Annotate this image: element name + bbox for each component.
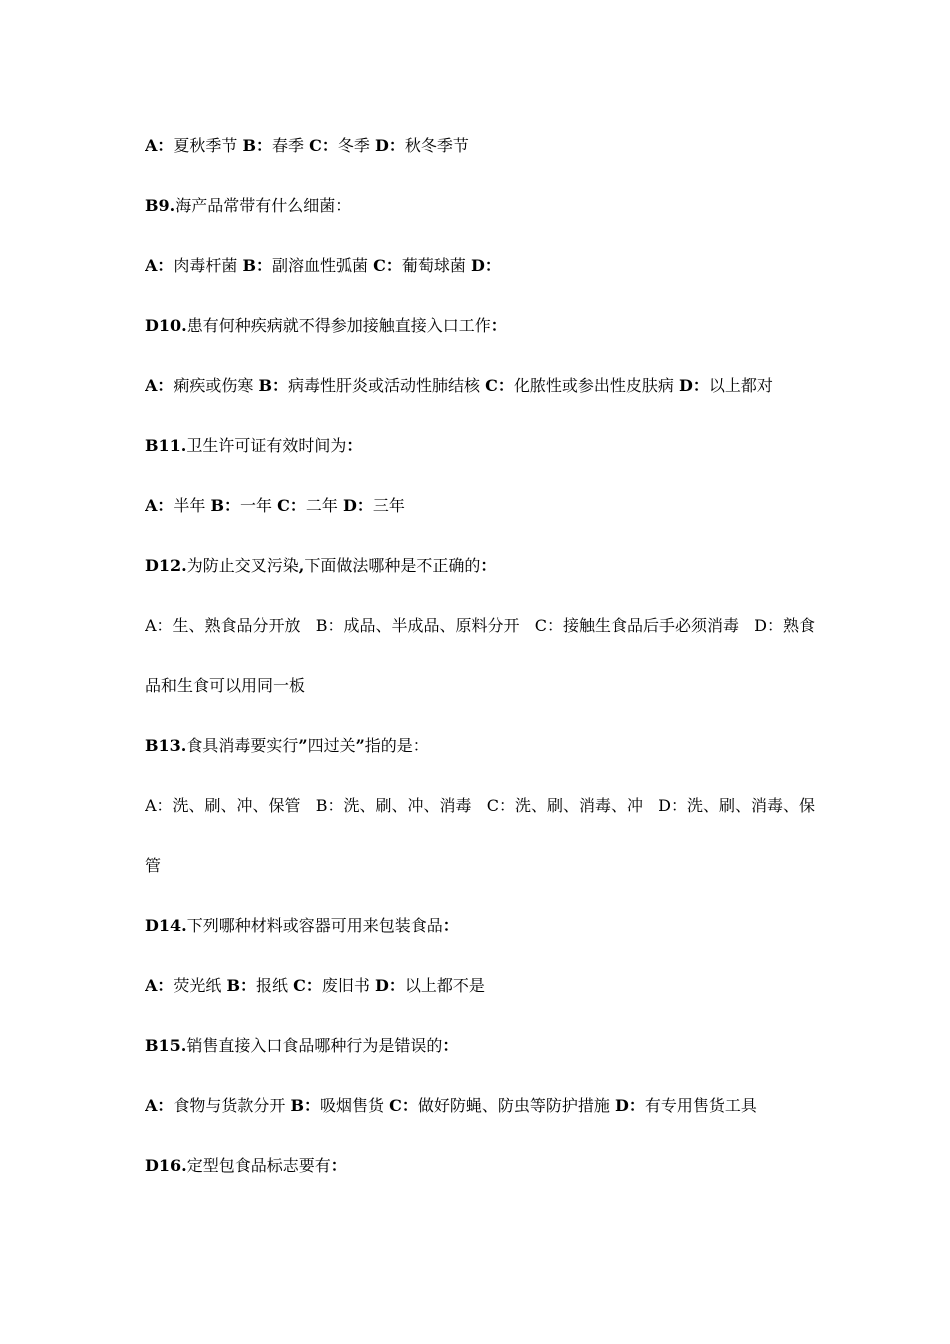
question-text: 食具消毒要实行 — [186, 736, 299, 755]
answer-options-line — [145, 976, 815, 996]
option-text: 一年 — [240, 496, 278, 515]
option-a: A：生、熟食品分开放 — [145, 616, 301, 635]
answer-options-line — [145, 796, 815, 816]
option-c: C：洗、刷、消毒、冲 — [486, 796, 643, 815]
option-label: B： — [290, 1096, 321, 1115]
answer-options-line — [145, 1096, 815, 1116]
option-a: A：洗、刷、冲、保管 — [145, 796, 301, 815]
option-text: 吸烟售货 — [320, 1096, 390, 1115]
option-text: 冬季 — [337, 136, 375, 155]
question-comma: , — [298, 556, 305, 575]
option-text: 副溶血性弧菌 — [272, 256, 374, 275]
question-number: B9. — [145, 196, 176, 215]
question-line — [145, 436, 815, 456]
option-text: 半年 — [173, 496, 211, 515]
question-number: D10. — [145, 316, 187, 335]
question-number: B13. — [145, 736, 187, 755]
option-label: C： — [485, 376, 514, 395]
option-text: 秋冬季节 — [404, 136, 469, 155]
option-label: A： — [145, 376, 174, 395]
question-number: D12. — [145, 556, 187, 575]
option-label: C： — [309, 136, 338, 155]
option-text: 葡萄球菌 — [401, 256, 471, 275]
question-text: 指的是： — [364, 736, 429, 755]
option-label: A： — [145, 496, 174, 515]
option-text: 肉毒杆菌 — [173, 256, 243, 275]
question-number: B11. — [145, 436, 187, 455]
question-colon: ： — [480, 556, 497, 575]
option-label: B： — [258, 376, 289, 395]
question-line — [145, 196, 815, 216]
question-text: 患有何种疾病就不得参加接触直接入口工作 — [186, 316, 491, 335]
question-text: 卫生许可证有效时间为 — [186, 436, 347, 455]
option-text: 春季 — [272, 136, 310, 155]
answer-options-line — [145, 616, 815, 636]
option-label: D： — [342, 496, 373, 515]
option-text: 废旧书 — [321, 976, 375, 995]
option-label: C： — [373, 256, 402, 275]
answer-options-line — [145, 376, 815, 396]
option-text: 荧光纸 — [173, 976, 227, 995]
question-colon: ： — [442, 916, 459, 935]
question-text: 定型包食品标志要有 — [186, 1156, 331, 1175]
option-text: 痢疾或伤寒 — [173, 376, 259, 395]
option-label: A： — [145, 1096, 174, 1115]
question-line — [145, 316, 815, 336]
option-label: D： — [614, 1096, 645, 1115]
option-b: B：洗、刷、冲、消毒 — [315, 796, 472, 815]
answer-options-line — [145, 136, 815, 156]
question-line — [145, 916, 815, 936]
option-text: 做好防蝇、防虫等防护措施 — [417, 1096, 615, 1115]
answer-continuation-line — [145, 676, 815, 696]
option-label: C： — [277, 496, 306, 515]
option-text: 夏秋季节 — [173, 136, 243, 155]
option-label: B： — [242, 136, 273, 155]
answer-options-line — [145, 496, 815, 516]
option-d: D：洗、刷、消毒、保 — [658, 796, 815, 815]
question-number: D14. — [145, 916, 187, 935]
option-c: C：接触生食品后手必须消毒 — [534, 616, 739, 635]
question-number: D16. — [145, 1156, 187, 1175]
option-label: C： — [293, 976, 322, 995]
question-colon: ： — [490, 316, 507, 335]
option-text: 管 — [145, 856, 162, 875]
question-line — [145, 1036, 815, 1056]
question-line — [145, 736, 815, 756]
option-text: 二年 — [305, 496, 343, 515]
question-line — [145, 556, 815, 576]
option-label: D： — [374, 976, 405, 995]
option-label: A： — [145, 136, 174, 155]
option-text: 病毒性肝炎或活动性肺结核 — [288, 376, 486, 395]
option-text: 三年 — [372, 496, 405, 515]
answer-continuation-line — [145, 856, 815, 876]
question-text: 四过关 — [307, 736, 356, 755]
question-text: 下面做法哪种是不正确的 — [304, 556, 481, 575]
question-text: 海产品常带有什么细菌： — [175, 196, 352, 215]
option-label: D： — [470, 256, 501, 275]
option-label: D： — [374, 136, 405, 155]
option-text: 以上都不是 — [404, 976, 485, 995]
option-label: C： — [389, 1096, 418, 1115]
question-colon: ： — [442, 1036, 459, 1055]
option-label: A： — [145, 256, 174, 275]
option-b: B：成品、半成品、原料分开 — [315, 616, 520, 635]
option-label: D： — [678, 376, 709, 395]
question-colon: ： — [346, 436, 363, 455]
option-text: 报纸 — [256, 976, 294, 995]
question-text: 销售直接入口食品哪种行为是错误的 — [186, 1036, 443, 1055]
option-label: B： — [226, 976, 257, 995]
option-text: 品和生食可以用同一板 — [145, 676, 306, 695]
option-label: B： — [210, 496, 241, 515]
question-text: 下列哪种材料或容器可用来包装食品 — [186, 916, 443, 935]
question-text: 为防止交叉污染 — [186, 556, 299, 575]
option-d: D：熟食 — [754, 616, 815, 635]
quote-mark: ” — [298, 736, 308, 755]
option-text: 以上都对 — [708, 376, 773, 395]
question-number: B15. — [145, 1036, 187, 1055]
option-text: 化脓性或参出性皮肤病 — [513, 376, 679, 395]
quote-mark: ” — [355, 736, 365, 755]
answer-options-line — [145, 256, 815, 276]
option-label: A： — [145, 976, 174, 995]
option-text: 有专用售货工具 — [644, 1096, 757, 1115]
question-colon: ： — [330, 1156, 347, 1175]
question-line — [145, 1156, 815, 1176]
option-text: 食物与货款分开 — [173, 1096, 291, 1115]
option-label: B： — [242, 256, 273, 275]
